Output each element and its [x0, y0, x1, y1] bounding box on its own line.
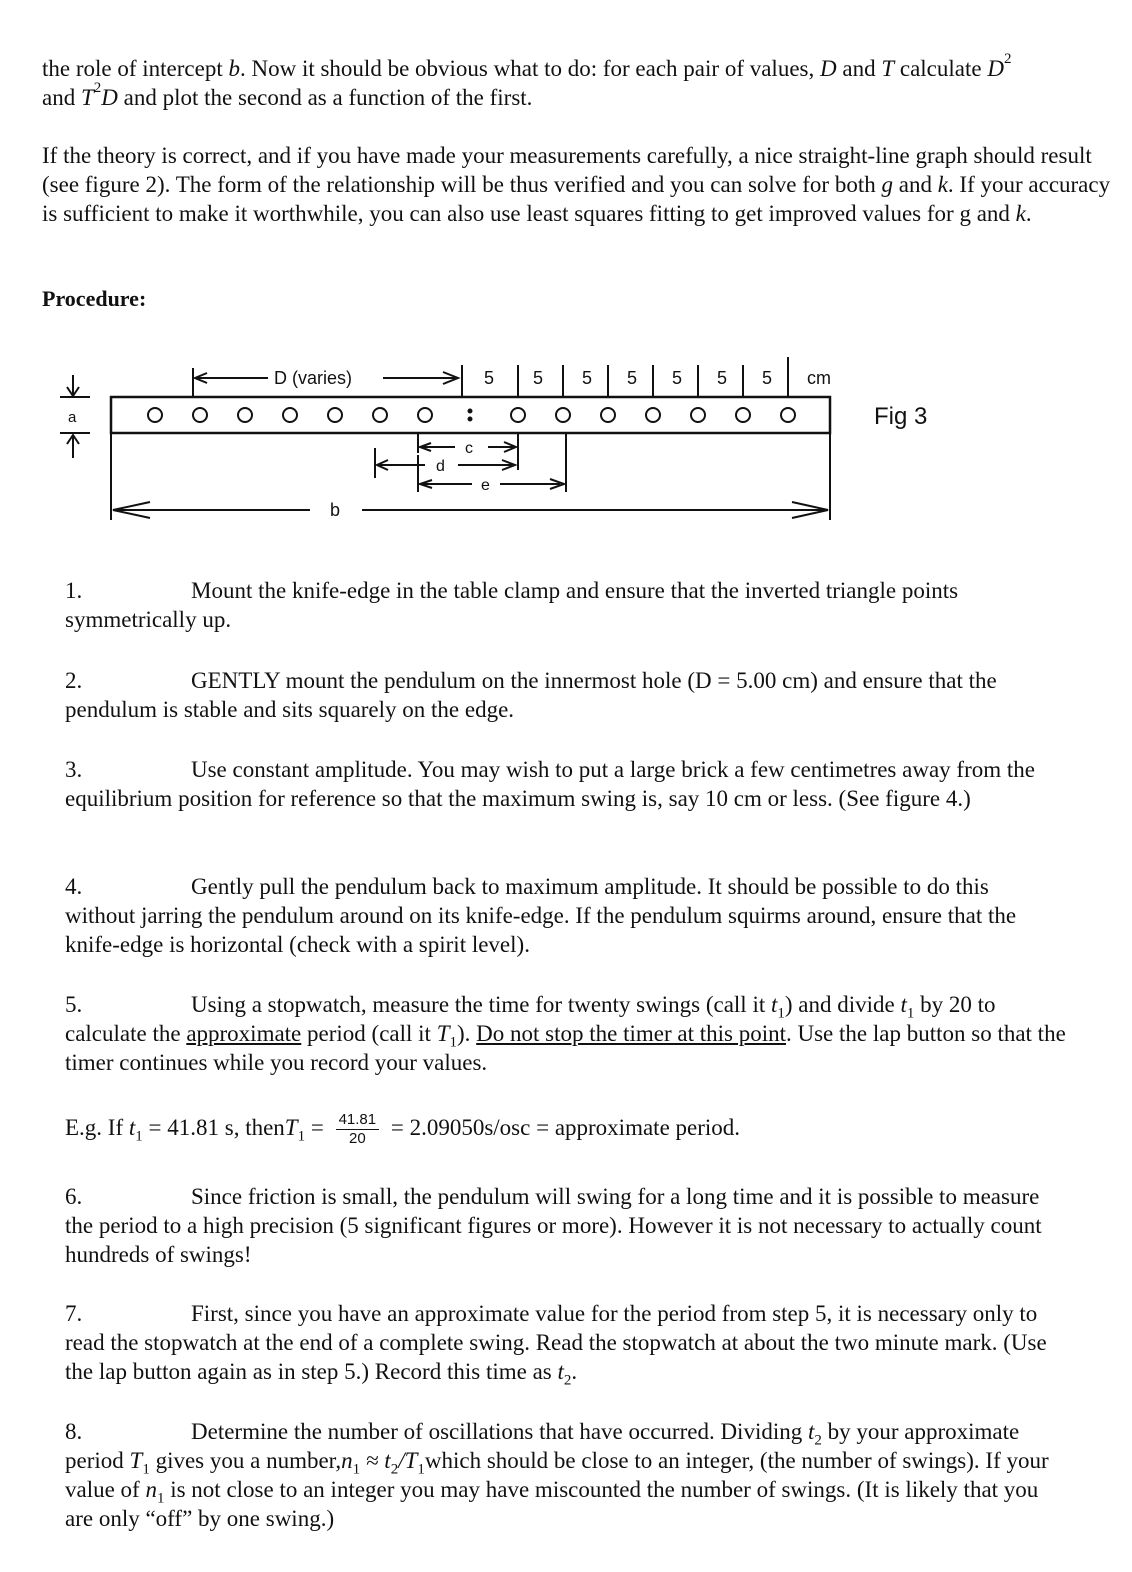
hole — [148, 408, 162, 422]
spacing-7: 5 — [762, 368, 773, 388]
hole — [283, 408, 297, 422]
label-e: e — [481, 477, 490, 494]
label-d-varies: D (varies) — [274, 368, 353, 388]
label-a: a — [68, 409, 77, 426]
intro-paragraph-2: If the theory is correct, and if you have made your measurements carefully, a nice straight-line graph should result (see figure 2). The form of the relationship will be thus verified and you can solve for both g and k. If your accuracy is sufficient to make it worthwhile, you can also use least squares fitting to get improved values for g and k. — [42, 143, 1111, 226]
intro-paragraph-1: the role of intercept b. Now it should be obvious what to do: for each pair of values, D and T calculate $D^2$ and $T^2D$ and plot the second as a function of the first. — [42, 51, 1012, 110]
step-2: 2. GENTLY mount the pendulum on the innermost hole (D = 5.00 cm) and ensure that the pendulum is stable and sits squarely on the edge. — [65, 668, 997, 722]
hole — [373, 408, 387, 422]
hole — [418, 408, 432, 422]
spacing-1: 5 — [484, 368, 495, 388]
label-d: d — [436, 458, 445, 475]
step-8: 8. Determine the number of oscillations that have occurred. Dividing $t_2$ by your approximate period $T_1$ gives you a $number,n_1$ ≈ $t_2/T_1which$ should be close to an integer, (the number of swings). If your value of $n_1$ is not close to an integer you may have miscounted the number of swings. (It is likely that you are only “off” by one swing.) — [65, 1419, 1049, 1531]
procedure-heading: Procedure: — [42, 286, 147, 311]
step-1: 1. Mount the knife-edge in the table clamp and ensure that the inverted triangle points symmetrically up. — [65, 578, 959, 632]
step-6: 6. Since friction is small, the pendulum will swing for a long time and it is possible to measure the period to a high precision (5 significant figures or more). However it is not necessary to actually count hundreds of swings! — [65, 1184, 1042, 1267]
fraction: $\frac{41.81}{20}$ — [336, 1111, 380, 1148]
hole — [691, 408, 705, 422]
spacing-6: 5 — [717, 368, 728, 388]
spacing-3: 5 — [582, 368, 593, 388]
hole — [556, 408, 570, 422]
unit-label: cm — [807, 368, 831, 388]
label-b: b — [330, 500, 341, 520]
hole — [238, 408, 252, 422]
figure-label: Fig 3 — [874, 403, 928, 430]
step-3: 3. Use constant amplitude. You may wish to put a large brick a few centimetres away from the equilibrium position for reference so that the maximum swing is, say 10 cm or less. (See figure 4.) — [65, 757, 1035, 811]
label-c: c — [465, 440, 473, 457]
hole — [601, 408, 615, 422]
step-7: 7. First, since you have an approximate value for the period from step 5, it is necessary only to read the stopwatch at the end of a complete swing. Read the stopwatch at about the two minute mark. (Use the lap button again as in step 5.) Record this time as $t_2$. — [65, 1301, 1047, 1389]
figure-3-diagram — [0, 340, 1132, 530]
hole — [193, 408, 207, 422]
hole — [781, 408, 795, 422]
spacing-2: 5 — [533, 368, 544, 388]
spacing-4: 5 — [627, 368, 638, 388]
step-4: 4. Gently pull the pendulum back to maximum amplitude. It should be possible to do this without jarring the pendulum around on its knife-edge. If the pendulum squirms around, ensure that the knife-edge is horizontal (check with a spirit level). — [65, 874, 1017, 957]
hole — [511, 408, 525, 422]
spacing-5: 5 — [672, 368, 683, 388]
pendulum-bar — [111, 397, 830, 433]
step-5: 5. Using a stopwatch, measure the time for twenty swings (call it $t_1$) and divide $t_1$ by 20 to calculate the approximate period (call it $T_1$). Do not stop the timer at this point. Use the lap button so that the timer continues while you record your values. — [65, 992, 1066, 1075]
hole — [328, 408, 342, 422]
example-equation: E.g. If $t_1 = 41.81$ s, thenT$_1$ = $\frac{41.81}{20}$ = 2.09050s/osc = approximate period. — [65, 1111, 741, 1148]
hole — [736, 408, 750, 422]
hole — [646, 408, 660, 422]
